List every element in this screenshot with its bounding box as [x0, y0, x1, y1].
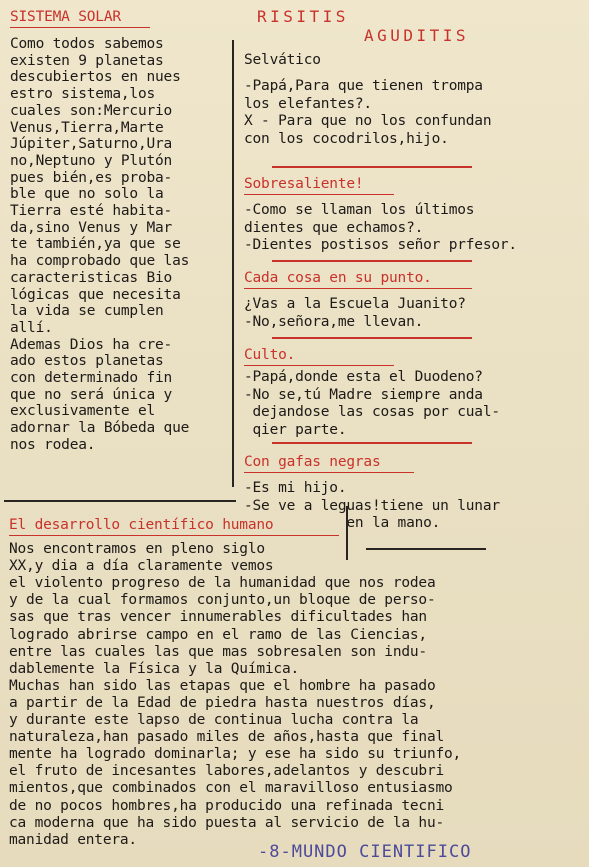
article-line: Nos encontramos en pleno siglo [9, 541, 265, 557]
article-line: sas que tras vencer innumerables dificultades han [9, 609, 427, 626]
article-line: a partir de la Edad de piedra hasta nuestros días, [9, 694, 436, 711]
sistema-solar-line: estro sistema,los [10, 86, 156, 103]
page-stamp: -8-MUNDO CIENTIFICO [258, 842, 472, 862]
joke-heading-underline [244, 365, 394, 366]
joke-heading-underline [244, 288, 472, 289]
joke-line: los elefantes?. [244, 95, 372, 112]
joke-line: qier parte. [244, 421, 347, 438]
joke-separator [272, 442, 472, 444]
sistema-solar-line: ha comprobado que las [10, 253, 190, 270]
article-line: de no pocos hombres,ha producido una refinada tecni [9, 797, 445, 814]
sistema-solar-line: existen 9 planetas [10, 52, 164, 69]
sistema-solar-line: Júpiter,Saturno,Ura [10, 136, 173, 153]
sistema-solar-line: lógicas que necesita [10, 286, 181, 303]
article-line: entre las cuales las que mas sobresalen son indu- [9, 643, 427, 660]
aguditis-title: AGUDITIS [364, 26, 470, 45]
article-line: el fruto de incesantes labores,adelantos y descubri [9, 763, 445, 780]
sistema-solar-line: Ademas Dios ha cre- [10, 336, 173, 353]
joke-heading: Sobresaliente! [244, 176, 364, 192]
article-title-underline [9, 535, 339, 536]
joke-line: -Como se llaman los últimos [244, 202, 475, 218]
joke-line: en la mano. [244, 515, 441, 532]
article-line: XX,y dia a día claramente vemos [9, 558, 274, 575]
article-title: El desarrollo científico humano [9, 517, 274, 533]
article-line: el violento progreso de la humanidad que nos rodea [9, 575, 436, 592]
article-line: manidad entera. [9, 831, 137, 848]
joke-line: X - Para que no los confundan [244, 113, 492, 130]
sistema-solar-line: descubiertos en nues [10, 69, 181, 86]
joke-line: dejandose las cosas por cual- [244, 404, 500, 421]
sistema-solar-line: con determinado fin [10, 370, 173, 386]
article-line: dablemente la Física y la Química. [9, 660, 300, 677]
article-line: mientos,que combinados con el maravilloso entusiasmo [9, 780, 453, 797]
sistema-solar-line: Tierra esté habita- [10, 203, 173, 219]
sistema-solar-line: Como todos sabemos [10, 36, 164, 52]
sistema-solar-line: Venus,Tierra,Marte [10, 119, 164, 136]
sistema-solar-line: nos rodea. [10, 436, 96, 453]
joke-line: -Se ve a leguas!tiene un lunar [244, 497, 500, 514]
sistema-solar-line: no,Neptuno y Plutón [10, 152, 173, 169]
sistema-solar-line: caracteristicas Bio [10, 269, 173, 286]
article-line: y de la cual formamos conjunto,un bloque de perso- [9, 592, 436, 609]
sistema-solar-line: exclusivamente el [10, 403, 156, 420]
joke-line: dientes que echamos?. [244, 219, 424, 236]
article-line: naturaleza,han pasado miles de años,hasta que final [9, 729, 445, 746]
joke-heading-underline [244, 472, 414, 473]
joke-line: ¿Vas a la Escuela Juanito? [244, 296, 466, 312]
risitis-title: RISITIS [257, 7, 349, 26]
sistema-solar-line: cuales son:Mercurio [10, 102, 173, 119]
joke-line: -No se,tú Madre siempre anda [244, 386, 483, 403]
joke-separator [272, 337, 472, 339]
article-line: y durante este lapso de continua lucha contra la [9, 712, 419, 728]
sistema-solar-line: adornar la Bóbeda que [10, 420, 190, 437]
joke-line: -Papá,Para que tienen trompa [244, 78, 483, 94]
joke-line: -Es mi hijo. [244, 480, 347, 496]
sistema-solar-line: allí. [10, 319, 53, 336]
joke-heading: Selvático [244, 52, 321, 68]
sistema-solar-line: la vida se cumplen [10, 303, 164, 320]
joke-heading-underline [244, 194, 394, 195]
article-line: logrado abrirse campo en el ramo de las Ciencias, [9, 626, 427, 643]
joke-line: con los cocodrilos,hijo. [244, 130, 449, 147]
article-top-rule [4, 500, 236, 502]
joke-separator [272, 260, 472, 262]
sistema-solar-line: ado estos planetas [10, 353, 164, 370]
sistema-solar-title-underline [10, 27, 150, 28]
article-line: Muchas han sido las etapas que el hombre ha pasado [9, 677, 436, 694]
joke-separator [272, 166, 472, 168]
sistema-solar-line: ble que no solo la [10, 186, 164, 203]
jokes-end-rule [366, 548, 486, 550]
joke-heading: Cada cosa en su punto. [244, 270, 432, 286]
sistema-solar-line: pues bién,es proba- [10, 169, 173, 186]
joke-line: -Dientes postisos señor prfesor. [244, 237, 517, 254]
article-line: mente ha logrado dominarla; y ese ha sido su triunfo, [9, 746, 462, 763]
sistema-solar-title: SISTEMA SOLAR [10, 9, 121, 25]
joke-line: -No,señora,me llevan. [244, 313, 424, 330]
column-divider [232, 40, 234, 487]
sistema-solar-line: te también,ya que se [10, 236, 181, 253]
sistema-solar-line: que no será única y [10, 386, 173, 403]
joke-heading: Con gafas negras [244, 454, 381, 470]
joke-heading: Culto. [244, 347, 296, 363]
article-line: ca moderna que ha sido puesta al servicio de la hu- [9, 814, 445, 831]
sistema-solar-line: da,sino Venus y Mar [10, 219, 173, 236]
jokes-side-rule [346, 506, 348, 560]
joke-line: -Papá,donde esta el Duodeno? [244, 369, 483, 385]
